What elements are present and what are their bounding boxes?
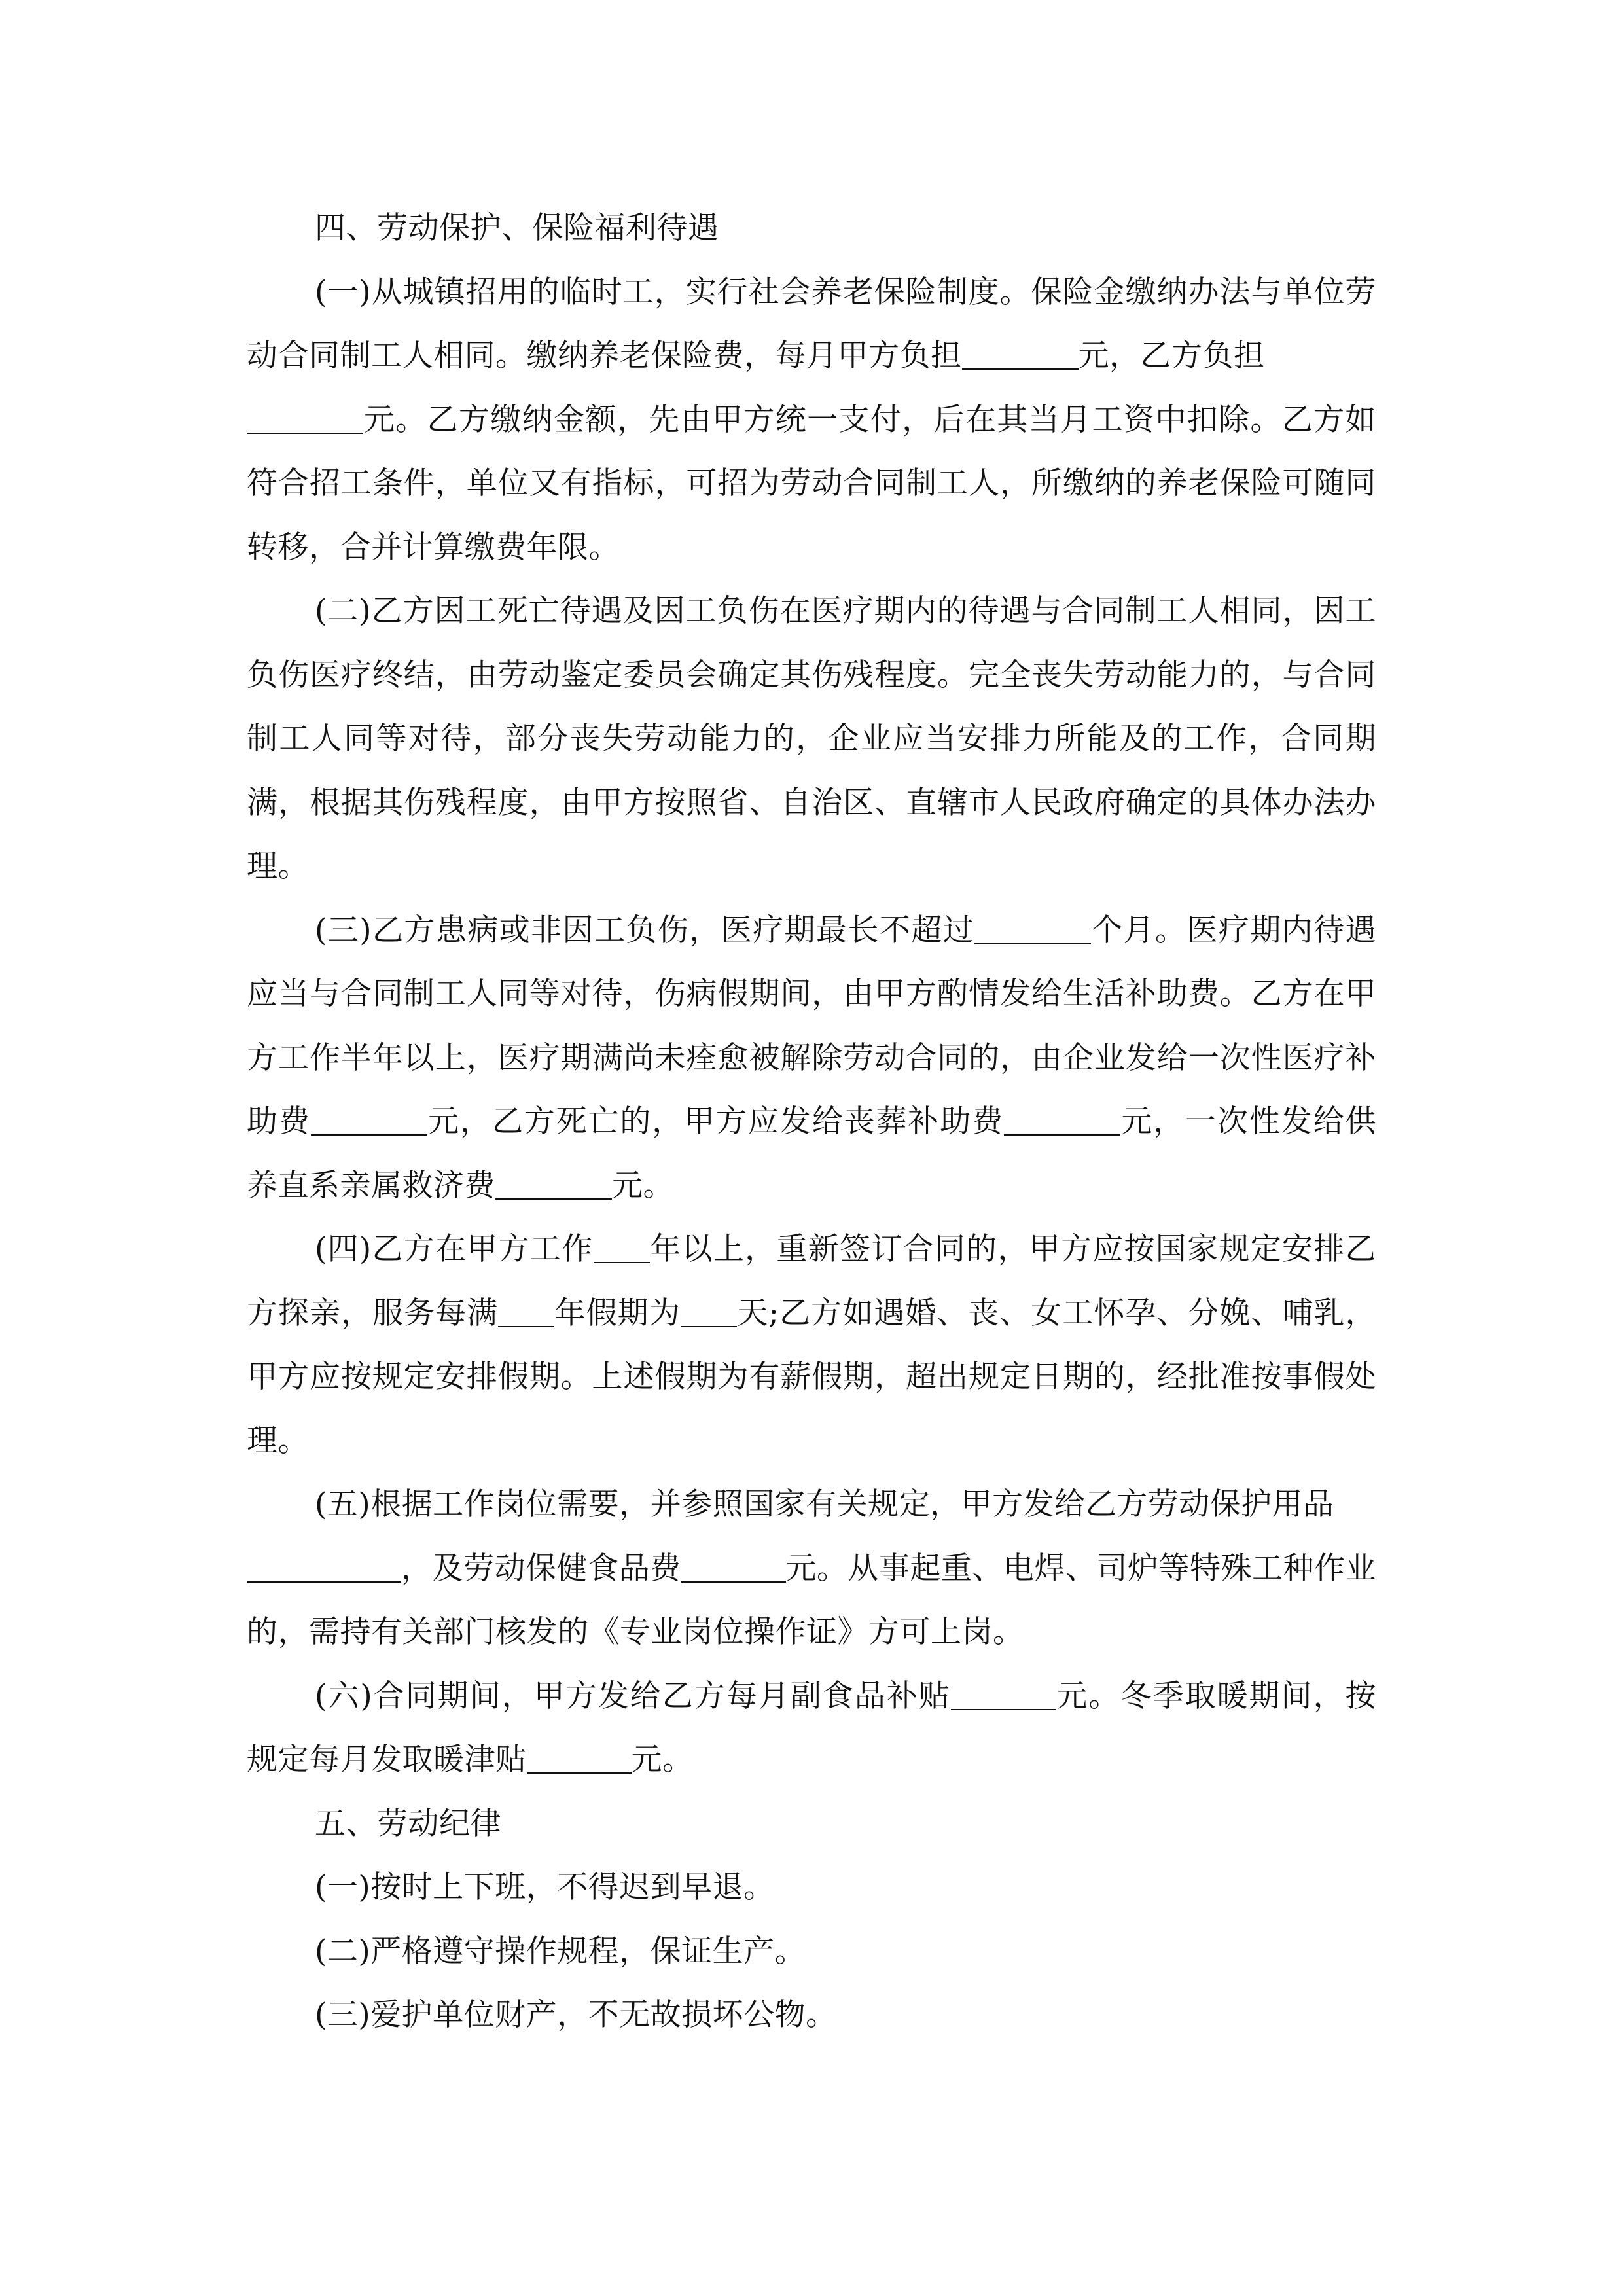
clause-4-1 <box>247 260 1376 580</box>
clause-text: 年假期为 <box>554 1295 681 1331</box>
clause-text: ，及劳动保健食品费 <box>401 1550 681 1587</box>
fill-in-blank[interactable] <box>594 1233 650 1263</box>
fill-in-blank[interactable] <box>498 1297 554 1327</box>
clause-text: 元，乙方负担 <box>1078 338 1265 374</box>
clause-text: 天;乙方如遇婚、丧、女工怀孕、分娩、哺乳，甲方应按规定安排假期。上述假期为有薪假期，超出规定日期的，经批准按事假处理。 <box>247 1295 1377 1459</box>
clause-5-1: (一)按时上下班，不得迟到早退。 <box>315 1869 775 1905</box>
fill-in-blank[interactable] <box>527 1744 632 1774</box>
clause-5-3: (三)爱护单位财产，不无故损坏公物。 <box>315 1997 837 2033</box>
document-page <box>247 196 1376 2047</box>
fill-in-blank[interactable] <box>962 340 1079 370</box>
fill-in-blank[interactable] <box>311 1105 427 1136</box>
fill-in-blank[interactable] <box>681 1297 737 1327</box>
clause-text: 个月。医疗期内待遇应当与合同制工人同等对待，伤病假期间，由甲方酌情发给生活补助费。乙方在甲方工作半年以上，医疗期满尚未痊愈被解除劳动合同的，由企业发给一次性医疗补助费 <box>247 912 1377 1139</box>
clause-text: 元，一次性发给供养直系亲属救济费 <box>247 1103 1377 1204</box>
clause-text: (四)乙方在甲方工作 <box>315 1231 594 1267</box>
clause-text: 元。冬季取暖期间，按规定每月发取暖津贴 <box>247 1677 1377 1778</box>
fill-in-blank[interactable] <box>495 1170 612 1200</box>
clause-text: 年以上，重新签订合同的，甲方应按国家规定安排乙方探亲，服务每满 <box>247 1231 1376 1331</box>
clause-text: 元。 <box>631 1742 694 1778</box>
clause-4-4 <box>247 1217 1376 1473</box>
clause-text: (五)根据工作岗位需要，并参照国家有关规定，甲方发给乙方劳动保护用品 <box>315 1486 1334 1522</box>
clause-text: (一)从城镇招用的临时工，实行社会养老保险制度。保险金缴纳办法与单位劳动合同制工人相同。缴纳养老保险费，每月甲方负担 <box>247 274 1376 374</box>
fill-in-blank[interactable] <box>974 914 1091 944</box>
clause-text: (六)合同期间，甲方发给乙方每月副食品补贴 <box>315 1677 951 1714</box>
fill-in-blank[interactable] <box>247 404 363 434</box>
clause-4-2: (二)乙方因工死亡待遇及因工负伤在医疗期内的待遇与合同制工人相同，因工负伤医疗终结，由劳动鉴定委员会确定其伤残程度。完全丧失劳动能力的，与合同制工人同等对待，部分丧失劳动能力的，企业应当安排力所能及的工作，合同期满，根据其伤残程度，由甲方按照省、自治区、直辖市人民政府确定的具体办法办理。 <box>247 593 1376 884</box>
clause-text: 元。从事起重、电焊、司炉等特殊工种作业的，需持有关部门核发的《专业岗位操作证》方可上岗。 <box>247 1550 1376 1650</box>
clause-4-5 <box>247 1473 1376 1664</box>
fill-in-blank[interactable] <box>951 1680 1056 1710</box>
clause-text: 元，乙方死亡的，甲方应发给丧葬补助费 <box>427 1103 1004 1139</box>
clause-5-2: (二)严格遵守操作规程，保证生产。 <box>315 1933 806 1969</box>
clause-text: 元。乙方缴纳金额，先由甲方统一支付，后在其当月工资中扣除。乙方如符合招工条件，单位又有指标，可招为劳动合同制工人，所缴纳的养老保险可随同转移，合并计算缴费年限。 <box>247 401 1376 565</box>
section-heading-4: 四、劳动保护、保险福利待遇 <box>315 210 719 246</box>
section-heading-5: 五、劳动纪律 <box>315 1805 501 1842</box>
fill-in-blank[interactable] <box>1004 1105 1120 1136</box>
fill-in-blank[interactable] <box>247 1552 401 1583</box>
clause-text: (三)乙方患病或非因工负伤，医疗期最长不超过 <box>315 912 975 948</box>
clause-4-3 <box>247 899 1376 1218</box>
clause-4-6 <box>247 1664 1376 1792</box>
fill-in-blank[interactable] <box>681 1552 786 1583</box>
clause-text: 元。 <box>612 1167 674 1204</box>
